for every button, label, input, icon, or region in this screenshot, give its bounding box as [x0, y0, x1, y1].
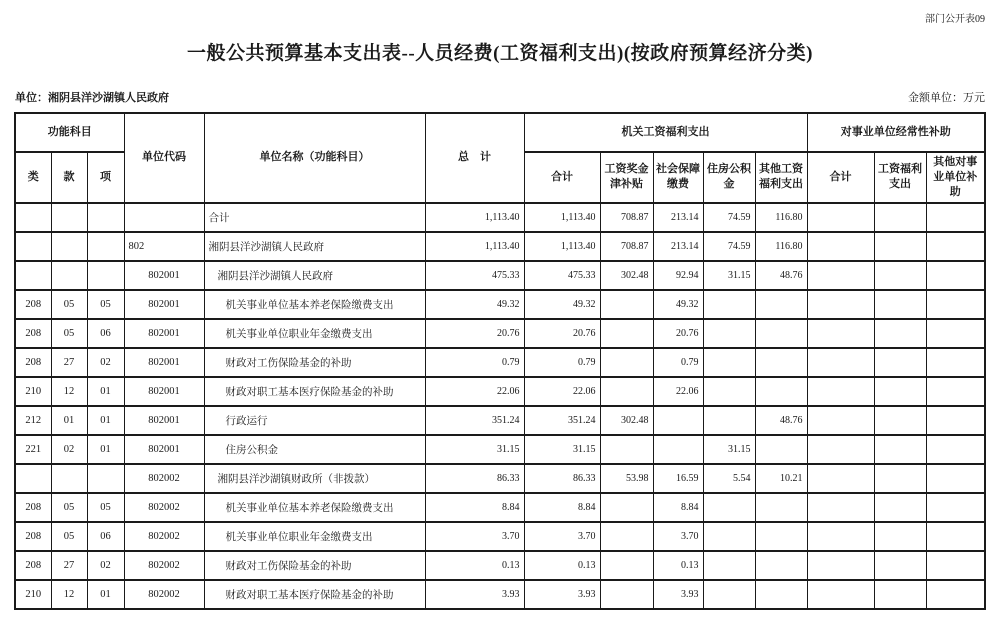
cell-value: 22.06 [524, 377, 600, 406]
cell-value [600, 348, 653, 377]
cell-unit-name: 湘阴县洋沙湖镇人民政府 [204, 232, 425, 261]
cell-value: 20.76 [524, 319, 600, 348]
cell-func-kuan: 05 [51, 493, 87, 522]
table-row [15, 493, 985, 522]
cell-value [755, 377, 807, 406]
cell-unit-name: 财政对工伤保险基金的补助 [204, 348, 425, 377]
cell-func-xiang: 06 [87, 319, 124, 348]
cell-value: 20.76 [425, 319, 524, 348]
header-inst-wage-welfare: 工资福利支出 [874, 152, 926, 203]
cell-value [703, 377, 755, 406]
cell-value: 3.93 [425, 580, 524, 609]
cell-func-lei: 212 [15, 406, 51, 435]
cell-unit-code: 802001 [124, 319, 204, 348]
cell-value: 8.84 [524, 493, 600, 522]
cell-value: 3.93 [524, 580, 600, 609]
cell-value: 475.33 [425, 261, 524, 290]
cell-func-lei: 208 [15, 551, 51, 580]
cell-unit-code: 802002 [124, 464, 204, 493]
cell-unit-name: 机关事业单位职业年金缴费支出 [204, 522, 425, 551]
header-func-xiang: 项 [87, 152, 124, 203]
cell-value: 74.59 [703, 203, 755, 232]
cell-value: 92.94 [653, 261, 703, 290]
cell-value: 49.32 [524, 290, 600, 319]
cell-value [703, 493, 755, 522]
cell-unit-code: 802002 [124, 551, 204, 580]
cell-value [807, 493, 874, 522]
cell-func-kuan: 27 [51, 348, 87, 377]
amount-unit-label: 金额单位：万元 [908, 92, 985, 104]
cell-func-kuan: 12 [51, 377, 87, 406]
cell-value [600, 435, 653, 464]
cell-func-lei [15, 261, 51, 290]
budget-table [14, 112, 986, 610]
cell-func-lei: 210 [15, 580, 51, 609]
cell-unit-code: 802001 [124, 406, 204, 435]
cell-func-xiang [87, 203, 124, 232]
cell-value: 31.15 [703, 261, 755, 290]
cell-value: 86.33 [524, 464, 600, 493]
header-gov-subtotal: 合计 [524, 152, 600, 203]
cell-value [807, 203, 874, 232]
cell-func-xiang: 02 [87, 348, 124, 377]
cell-value: 8.84 [653, 493, 703, 522]
cell-func-xiang: 05 [87, 290, 124, 319]
cell-func-kuan: 01 [51, 406, 87, 435]
cell-value [926, 522, 985, 551]
cell-value [874, 203, 926, 232]
cell-value: 351.24 [425, 406, 524, 435]
cell-value [807, 377, 874, 406]
cell-func-lei: 210 [15, 377, 51, 406]
cell-value [755, 580, 807, 609]
cell-value [926, 493, 985, 522]
table-row [15, 435, 985, 464]
cell-value [874, 232, 926, 261]
cell-value [807, 580, 874, 609]
cell-unit-code [124, 203, 204, 232]
cell-value [926, 377, 985, 406]
header-gov-wage-bonus: 工资奖金津补贴 [600, 152, 653, 203]
cell-value: 116.80 [755, 203, 807, 232]
cell-value: 1,113.40 [425, 203, 524, 232]
cell-func-lei: 208 [15, 319, 51, 348]
cell-value [874, 377, 926, 406]
cell-value [600, 290, 653, 319]
cell-value [874, 580, 926, 609]
cell-func-xiang: 01 [87, 580, 124, 609]
cell-unit-code: 802002 [124, 522, 204, 551]
cell-unit-code: 802001 [124, 348, 204, 377]
cell-value [807, 435, 874, 464]
cell-func-kuan: 02 [51, 435, 87, 464]
cell-value: 86.33 [425, 464, 524, 493]
header-inst-subsidy-group: 对事业单位经常性补助 [807, 113, 985, 152]
cell-value [874, 435, 926, 464]
cell-value: 74.59 [703, 232, 755, 261]
cell-value: 49.32 [425, 290, 524, 319]
cell-func-xiang [87, 464, 124, 493]
header-func-kuan: 款 [51, 152, 87, 203]
cell-unit-name: 财政对职工基本医疗保险基金的补助 [204, 580, 425, 609]
cell-value [653, 406, 703, 435]
cell-value [703, 406, 755, 435]
cell-value: 708.87 [600, 203, 653, 232]
cell-func-kuan: 05 [51, 290, 87, 319]
cell-value [703, 290, 755, 319]
cell-unit-name: 机关事业单位职业年金缴费支出 [204, 319, 425, 348]
cell-func-lei: 221 [15, 435, 51, 464]
table-row [15, 406, 985, 435]
cell-func-lei: 208 [15, 493, 51, 522]
cell-value: 3.70 [524, 522, 600, 551]
cell-value: 49.32 [653, 290, 703, 319]
cell-unit-name: 合计 [204, 203, 425, 232]
cell-value [703, 522, 755, 551]
header-total: 总 计 [425, 113, 524, 203]
cell-value [874, 406, 926, 435]
cell-value [755, 290, 807, 319]
cell-func-kuan: 05 [51, 319, 87, 348]
cell-unit-code: 802001 [124, 377, 204, 406]
cell-unit-code: 802002 [124, 493, 204, 522]
cell-value: 0.13 [524, 551, 600, 580]
cell-value [755, 522, 807, 551]
cell-func-lei: 208 [15, 348, 51, 377]
cell-unit-code: 802 [124, 232, 204, 261]
cell-func-xiang: 05 [87, 493, 124, 522]
cell-value [874, 319, 926, 348]
cell-value: 0.79 [653, 348, 703, 377]
cell-value [653, 435, 703, 464]
cell-value: 8.84 [425, 493, 524, 522]
cell-unit-name: 财政对工伤保险基金的补助 [204, 551, 425, 580]
cell-value [926, 348, 985, 377]
cell-func-kuan: 12 [51, 580, 87, 609]
cell-value [926, 406, 985, 435]
cell-func-lei: 208 [15, 290, 51, 319]
cell-value [703, 348, 755, 377]
cell-value [600, 493, 653, 522]
cell-func-kuan [51, 261, 87, 290]
cell-value: 213.14 [653, 232, 703, 261]
cell-value: 48.76 [755, 261, 807, 290]
cell-func-kuan: 05 [51, 522, 87, 551]
cell-value: 31.15 [425, 435, 524, 464]
header-func-group: 功能科目 [15, 113, 124, 152]
header-group-row [15, 113, 985, 152]
cell-value [807, 406, 874, 435]
cell-value [755, 435, 807, 464]
cell-value [926, 435, 985, 464]
cell-func-lei: 208 [15, 522, 51, 551]
header-gov-social-security: 社会保障缴费 [653, 152, 703, 203]
cell-value: 22.06 [425, 377, 524, 406]
header-gov-housing-fund: 住房公积金 [703, 152, 755, 203]
cell-value: 22.06 [653, 377, 703, 406]
cell-value [807, 319, 874, 348]
cell-value [926, 551, 985, 580]
cell-value [807, 232, 874, 261]
table-row [15, 319, 985, 348]
table-row [15, 290, 985, 319]
unit-label: 单位：湘阴县洋沙湖镇人民政府 [15, 92, 169, 104]
cell-value [600, 551, 653, 580]
cell-value [874, 493, 926, 522]
cell-value: 20.76 [653, 319, 703, 348]
cell-unit-name: 行政运行 [204, 406, 425, 435]
cell-value [755, 493, 807, 522]
table-row [15, 522, 985, 551]
cell-value [926, 464, 985, 493]
cell-func-xiang: 01 [87, 406, 124, 435]
cell-value [807, 464, 874, 493]
cell-value [874, 464, 926, 493]
cell-value [703, 580, 755, 609]
cell-func-xiang: 02 [87, 551, 124, 580]
cell-func-xiang: 01 [87, 377, 124, 406]
table-row [15, 232, 985, 261]
page-title: 一般公共预算基本支出表--人员经费(工资福利支出)(按政府预算经济分类) [187, 43, 813, 64]
cell-value [807, 522, 874, 551]
info-row [15, 89, 985, 105]
header-gov-other-wage: 其他工资福利支出 [755, 152, 807, 203]
cell-value: 0.13 [425, 551, 524, 580]
cell-unit-code: 802001 [124, 261, 204, 290]
table-row [15, 261, 985, 290]
cell-value: 5.54 [703, 464, 755, 493]
cell-func-xiang [87, 261, 124, 290]
cell-func-xiang [87, 232, 124, 261]
cell-value [926, 319, 985, 348]
cell-unit-name: 机关事业单位基本养老保险缴费支出 [204, 493, 425, 522]
table-row [15, 348, 985, 377]
cell-value: 3.70 [653, 522, 703, 551]
cell-value [926, 580, 985, 609]
table-row [15, 203, 985, 232]
cell-value: 708.87 [600, 232, 653, 261]
cell-value: 302.48 [600, 406, 653, 435]
header-inst-subtotal: 合计 [807, 152, 874, 203]
cell-func-lei [15, 232, 51, 261]
cell-unit-code: 802001 [124, 290, 204, 319]
cell-value: 1,113.40 [524, 232, 600, 261]
cell-unit-name: 湘阴县洋沙湖镇人民政府 [204, 261, 425, 290]
cell-value: 116.80 [755, 232, 807, 261]
cell-value [926, 203, 985, 232]
cell-value: 213.14 [653, 203, 703, 232]
cell-unit-name: 湘阴县洋沙湖镇财政所（非拨款） [204, 464, 425, 493]
cell-value [755, 319, 807, 348]
cell-func-kuan [51, 203, 87, 232]
cell-value: 0.13 [653, 551, 703, 580]
table-row [15, 377, 985, 406]
cell-value: 1,113.40 [425, 232, 524, 261]
cell-func-xiang: 01 [87, 435, 124, 464]
cell-func-lei [15, 464, 51, 493]
cell-value [703, 319, 755, 348]
cell-value [807, 290, 874, 319]
header-unit-name: 单位名称（功能科目） [204, 113, 425, 203]
cell-value: 10.21 [755, 464, 807, 493]
cell-value: 0.79 [524, 348, 600, 377]
cell-value [926, 261, 985, 290]
cell-value: 0.79 [425, 348, 524, 377]
cell-value: 1,113.40 [524, 203, 600, 232]
cell-value: 48.76 [755, 406, 807, 435]
cell-value [874, 551, 926, 580]
cell-value [600, 377, 653, 406]
cell-value: 31.15 [703, 435, 755, 464]
cell-func-xiang: 06 [87, 522, 124, 551]
cell-func-kuan [51, 464, 87, 493]
cell-value [807, 261, 874, 290]
cell-value: 351.24 [524, 406, 600, 435]
cell-value [874, 348, 926, 377]
cell-unit-name: 机关事业单位基本养老保险缴费支出 [204, 290, 425, 319]
table-row [15, 551, 985, 580]
cell-unit-code: 802002 [124, 580, 204, 609]
header-func-lei: 类 [15, 152, 51, 203]
cell-unit-code: 802001 [124, 435, 204, 464]
cell-value [600, 522, 653, 551]
cell-value [874, 290, 926, 319]
header-unit-code: 单位代码 [124, 113, 204, 203]
cell-value [926, 232, 985, 261]
cell-value [807, 348, 874, 377]
cell-value [926, 290, 985, 319]
cell-value [703, 551, 755, 580]
cell-value: 16.59 [653, 464, 703, 493]
header-gov-wage-group: 机关工资福利支出 [524, 113, 807, 152]
cell-func-lei [15, 203, 51, 232]
cell-value: 302.48 [600, 261, 653, 290]
form-tag-label: 部门公开表09 [925, 14, 985, 25]
cell-value [807, 551, 874, 580]
cell-value: 475.33 [524, 261, 600, 290]
cell-value [600, 580, 653, 609]
cell-value [600, 319, 653, 348]
cell-value: 3.70 [425, 522, 524, 551]
cell-value [755, 551, 807, 580]
cell-value [874, 522, 926, 551]
table-row [15, 580, 985, 609]
cell-value [755, 348, 807, 377]
cell-unit-name: 住房公积金 [204, 435, 425, 464]
cell-unit-name: 财政对职工基本医疗保险基金的补助 [204, 377, 425, 406]
cell-value: 31.15 [524, 435, 600, 464]
cell-value: 53.98 [600, 464, 653, 493]
header-inst-other-subsidy: 其他对事业单位补助 [926, 152, 985, 203]
cell-value [874, 261, 926, 290]
cell-func-kuan [51, 232, 87, 261]
cell-value: 3.93 [653, 580, 703, 609]
cell-func-kuan: 27 [51, 551, 87, 580]
table-row [15, 464, 985, 493]
